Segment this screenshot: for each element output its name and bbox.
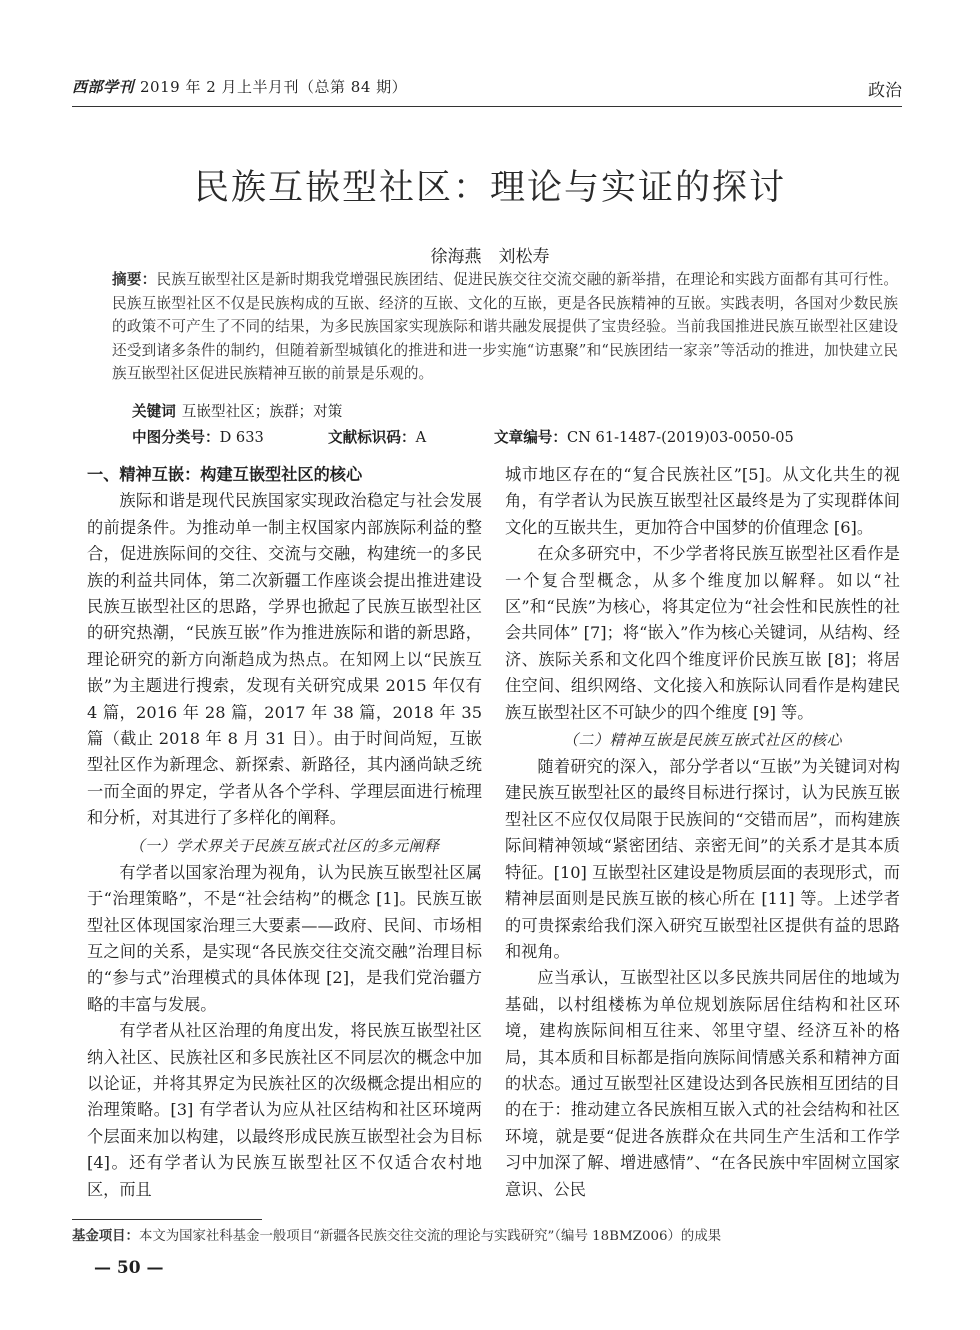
clc-value: D 633 — [219, 429, 264, 446]
section-label: 政治 — [868, 81, 902, 101]
footnote-label: 基金项目： — [72, 1228, 139, 1244]
body-paragraph: 应当承认，互嵌型社区以多民族共同居住的地域为基础，以村组楼栋为单位规划族际居住结构和社区环境，建构族际间相互往来、邻里守望、经济互补的格局，其本质和目标都是指向族际间情感关系和精神方面的状态。通过互嵌型社区建设达到各民族相互团结的目的在于：推动建立各民族相互嵌入式的社会结构和社区环境，就是要“促进各族群众在共同生产生活和工作学习中加深了解、增进感情”、“在各民族中牢固树立国家意识、公民 — [505, 968, 900, 1199]
abstract-label: 摘要： — [112, 271, 157, 288]
body-paragraph: 城市地区存在的“复合民族社区”[5]。从文化共生的视角，有学者认为民族互嵌型社区最终是为了实现群体间文化的互嵌共生，更加符合中国梦的价值理念 [6]。 — [505, 465, 900, 537]
footnote — [72, 1225, 721, 1244]
keywords-label: 关键词 — [132, 403, 176, 420]
footnote-text: 本文为国家社科基金一般项目“新疆各民族交往交流的理论与实践研究”（编号 18BMZ006）的成果 — [138, 1229, 722, 1244]
keywords-text: 互嵌型社区；族群；对策 — [181, 403, 343, 420]
section-heading: 一、精神互嵌：构建互嵌型社区的核心 — [87, 465, 363, 484]
article-authors: 徐海燕 刘松寿 — [430, 247, 550, 267]
abstract-text: 民族互嵌型社区是新时期我党增强民族团结、促进民族交往交流交融的新举措，在理论和实践方面都有其可行性。民族互嵌型社区不仅是民族构成的互嵌、经济的互嵌、文化的互嵌，更是各民族精神的互嵌。实践表明，各国对少数民族的政策不可产生了不同的结果，为多民族国家实现族际和谐共融发展提供了宝贵经验。当前我国推进民族互嵌型社区建设还受到诸多条件的制约，但随着新型城镇化的推进和进一步实施“访惠聚”和“民族团结一家亲”等活动的推进，加快建立民族互嵌型社区促进民族精神互嵌的前景是乐观的。 — [112, 271, 898, 382]
body-column-left — [87, 462, 482, 1203]
doc-label: 文献标识码： — [328, 429, 416, 446]
article-number — [494, 426, 794, 447]
clc-code — [132, 426, 264, 447]
doc-code — [328, 426, 426, 447]
subsection-heading: （二）精神互嵌是民族互嵌式社区的核心 — [562, 731, 842, 750]
article-number-label: 文章编号： — [494, 429, 567, 446]
article-number-value: CN 61-1487-(2019)03-0050-05 — [566, 429, 794, 446]
body-paragraph: 有学者从社区治理的角度出发，将民族互嵌型社区纳入社区、民族社区和多民族社区不同层次的概念中加以论证，并将其界定为民族社区的次级概念提出相应的治理策略。[3] 有学者认为应从社区结构和社区环境两个层面来加以构建，以最终形成民族互嵌型社会为目标 [4]。还有学者认为民族互嵌型社区不仅适合农村地区，而且 — [87, 1021, 482, 1199]
body-column-right — [505, 462, 900, 1203]
header-rule — [72, 106, 902, 107]
page-number: — 50 — — [94, 1258, 164, 1278]
journal-header — [72, 76, 407, 97]
body-paragraph: 有学者以国家治理为视角，认为民族互嵌型社区属于“治理策略”，不是“社会结构”的概念 [1]。民族互嵌型社区体现国家治理三大要素——政府、民间、市场相互之间的关系，是实现“各民族交往交流交融”治理目标的“参与式”治理模式的具体体现 [2]，是我们党治疆方略的丰富与发展。 — [87, 862, 482, 1014]
abstract — [112, 268, 898, 386]
journal-issue: 2019 年 2 月上半月刊（总第 84 期） — [140, 78, 408, 96]
footnote-rule — [72, 1219, 262, 1220]
keywords — [132, 400, 342, 421]
clc-label: 中图分类号： — [132, 429, 220, 446]
subsection-heading: （一）学术界关于民族互嵌式社区的多元阐释 — [129, 836, 440, 855]
body-paragraph: 在众多研究中，不少学者将民族互嵌型社区看作是一个复合型概念，从多个维度加以解释。如以“社区”和“民族”为核心，将其定位为“社会性和民族性的社会共同体” [7]；将“嵌入”作为核心关键词，从结构、经济、族际关系和文化四个维度评价民族互嵌 [8]；将居住空间、组织网络、文化接入和族际认同看作是构建民族互嵌型社区不可缺少的四个维度 [9] 等。 — [505, 544, 900, 722]
body-paragraph: 随着研究的深入，部分学者以“互嵌”为关键词对构建民族互嵌型社区的最终目标进行探讨，认为民族互嵌型社区不应仅仅局限于民族间的“交错而居”，而构建族际间精神领域“紧密团结、亲密无间”的关系才是其本质特征。[10] 互嵌型社区建设是物质层面的表现形式，而精神层面则是民族互嵌的核心所在 [11] 等。上述学者的可贵探索给我们深入研究互嵌型社区提供有益的思路和视角。 — [505, 757, 900, 961]
journal-name: 西部学刊 — [72, 78, 135, 96]
article-title: 民族互嵌型社区：理论与实证的探讨 — [193, 168, 786, 208]
doc-value: A — [415, 429, 427, 446]
body-paragraph: 族际和谐是现代民族国家实现政治稳定与社会发展的前提条件。为推动单一制主权国家内部族际利益的整合，促进族际间的交往、交流与交融，构建统一的多民族的利益共同体，第二次新疆工作座谈会提出推进建设民族互嵌型社区的思路，学界也掀起了民族互嵌型社区的研究热潮，“民族互嵌”作为推进族际和谐的新思路，理论研究的新方向渐趋成为热点。在知网上以“民族互嵌”为主题进行搜索，发现有关研究成果 2015 年仅有 4 篇，2016 年 28 篇，2017 年 38 篇，2018 年 35 篇（截止 2018 年 8 月 31 日）。由于时间尚短，互嵌型社区作为新理念、新探索、新路径，其内涵尚缺乏统一而全面的界定，学者从各个学科、学理层面进行梳理和分析，对其进行了多样化的阐释。 — [87, 491, 482, 828]
